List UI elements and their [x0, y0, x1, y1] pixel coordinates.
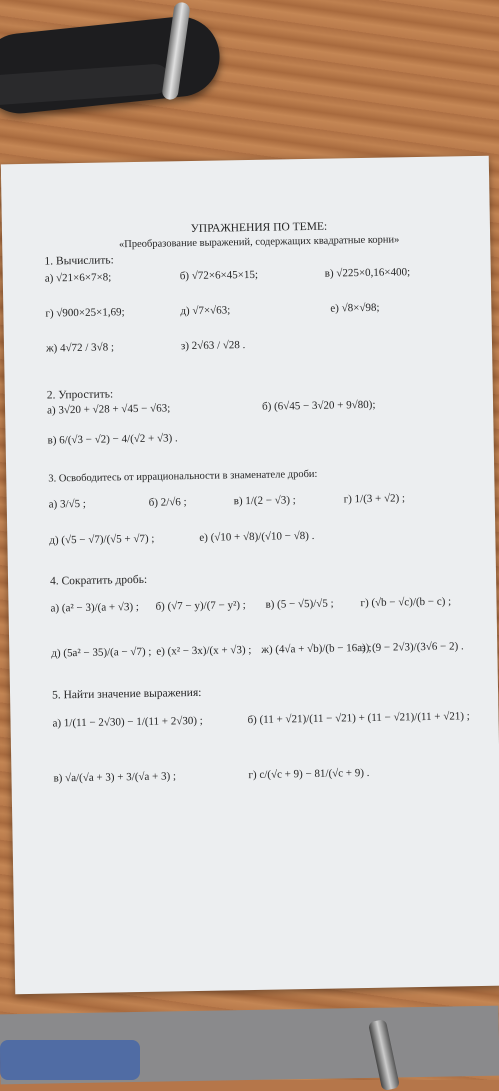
worksheet-title: УПРАЖНЕНИЯ ПО ТЕМЕ:: [190, 220, 328, 236]
exercise-3d: г) 1/(3 + √2) ;: [343, 492, 406, 506]
exercise-4c: в) (5 − √5)/√5 ;: [265, 597, 334, 611]
exercise-5a: а) 1/(11 − 2√30) − 1/(11 + 2√30) ;: [52, 714, 203, 730]
exercise-2c: в) 6/(√3 − √2) − 4/(√2 + √3) .: [47, 432, 178, 447]
exercise-5c: в) √a/(√a + 3) + 3/(√a + 3) ;: [53, 770, 177, 785]
exercise-3c: в) 1/(2 − √3) ;: [233, 494, 296, 508]
exercise-4d: г) (√b − √c)/(b − c) ;: [360, 595, 452, 610]
exercise-3b: б) 2/√6 ;: [148, 496, 187, 509]
section-3-heading: 3. Освободитесь от иррациональности в знаменателе дроби:: [48, 468, 318, 485]
exercise-1e: д) √7×√63;: [180, 304, 231, 318]
exercise-5d: г) c/(√c + 9) − 81/(√c + 9) .: [248, 766, 370, 782]
section-2-heading: 2. Упростить:: [46, 388, 114, 402]
exercise-4f: е) (x² − 3x)/(x + √3) ;: [156, 644, 252, 658]
exercise-1c: в) √225×0,16×400;: [324, 266, 411, 280]
exercise-1a: а) √21×6×7×8;: [44, 271, 112, 285]
exercise-1f: е) √8×√98;: [330, 301, 380, 315]
exercise-4e: д) (5a² − 35)/(a − √7) ;: [51, 645, 152, 660]
section-4-heading: 4. Сократить дробь:: [49, 573, 148, 588]
exercise-3a: а) 3/√5 ;: [48, 497, 87, 511]
exercise-5b: б) (11 + √21)/(11 − √21) + (11 − √21)/(11 + √21) ;: [247, 710, 470, 727]
exercise-2a: а) 3√20 + √28 + √45 − √63;: [46, 402, 171, 417]
exercise-1d: г) √900×25×1,69;: [45, 306, 125, 320]
worksheet-content: [44, 216, 484, 823]
exercise-4g: ж) (4√a + √b)/(b − 16a) ;: [261, 641, 372, 656]
worksheet-subtitle: «Преобразование выражений, содержащих квадратные корни»: [118, 234, 400, 251]
section-5-heading: 5. Найти значение выражения:: [51, 686, 202, 702]
exercise-1b: б) √72×6×45×15;: [179, 268, 259, 283]
worksheet-sheet: [1, 156, 499, 994]
exercise-2b: б) (6√45 − 3√20 + 9√80);: [261, 398, 376, 413]
exercise-4a: а) (a² − 3)/(a + √3) ;: [50, 600, 139, 615]
exercise-4h: з) (9 − 2√3)/(3√6 − 2) .: [361, 640, 464, 655]
section-1-heading: 1. Вычислить:: [44, 254, 114, 268]
exercise-3e: д) (√5 − √7)/(√5 + √7) ;: [49, 532, 155, 547]
blue-object: [0, 1040, 140, 1080]
exercise-1h: з) 2√63 / √28 .: [180, 339, 246, 353]
exercise-4b: б) (√7 − y)/(7 − y²) ;: [155, 599, 246, 613]
exercise-3f: е) (√10 + √8)/(√10 − √8) .: [199, 529, 315, 544]
exercise-1g: ж) 4√72 / 3√8 ;: [45, 341, 115, 355]
